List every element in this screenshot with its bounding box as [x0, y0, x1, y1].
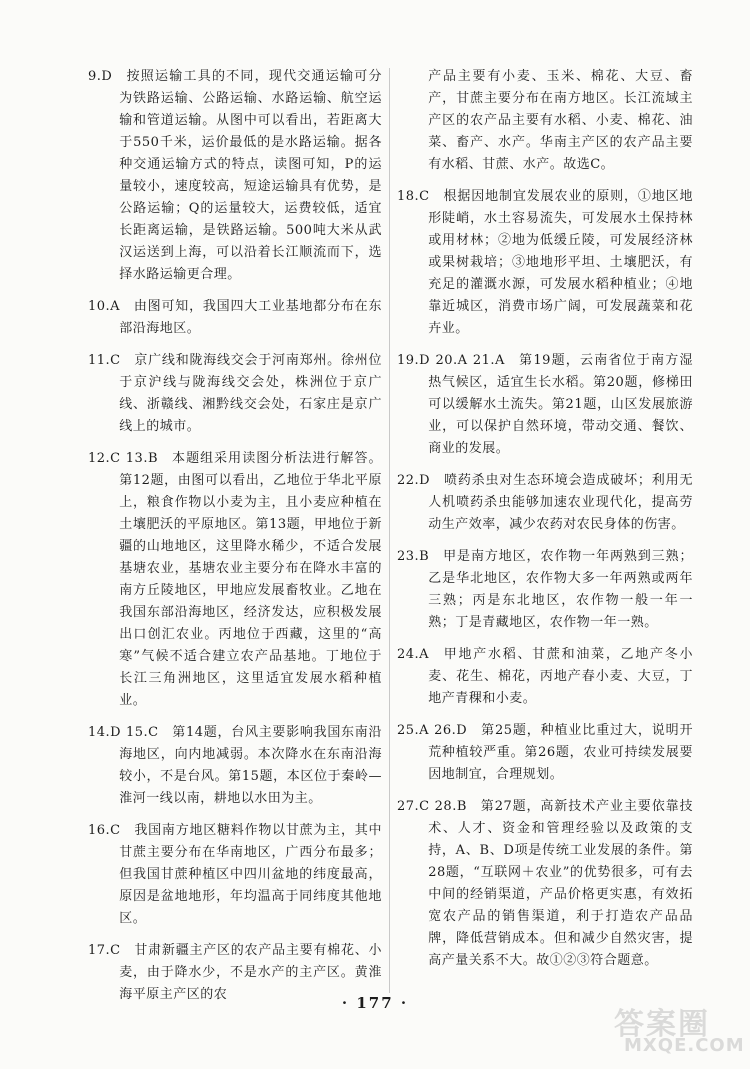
column-divider — [389, 68, 390, 993]
watermark — [614, 999, 745, 1059]
answer-item — [88, 350, 382, 438]
answer-explanation: 第19题，云南省位于南方湿热气候区，适宜生长水稻。第20题，修梯田可以缓解水土流失。第21题，山区发展旅游业，可以保护自然环境，带动交通、餐饮、商业的发展。 — [428, 353, 693, 456]
watermark-url: MXQE.COM — [624, 1035, 745, 1056]
answer-explanation: 本题组采用读图分析法进行解答。第12题，由图可以看出，乙地位于华北平原上，粮食作物以小麦为主，且小麦应种植在土壤肥沃的平原地区。第13题，甲地位于新疆的山地地区，这里降水稀少，不适合发展基塘农业，基塘农业主要分布在降水丰富的南方丘陵地区，甲地应发展畜牧业。乙地在我国东部沿海地区，经济发达，应积极发展出口创汇农业。丙地位于西藏，这里的“高寒”气候不适合建立农产品基地。丁地位于长江三角洲地区，这里适宜发展水稻种植业。 — [119, 451, 382, 708]
answer-explanation: 第25题，种植业比重过大，说明开荒种植较严重。第26题，农业可持续发展要因地制宜，合理规划。 — [428, 723, 694, 782]
left-column — [88, 66, 382, 1016]
answer-number: 17.C — [88, 943, 121, 958]
right-column — [397, 66, 693, 982]
answer-number: 18.C — [397, 189, 430, 204]
answer-number: 23.B — [397, 549, 430, 564]
answer-item — [88, 448, 382, 712]
answer-item — [88, 296, 382, 340]
answer-number: 24.A — [397, 647, 430, 662]
answer-number: 16.C — [88, 823, 121, 838]
answer-explanation: 产品主要有小麦、玉米、棉花、大豆、畜产，甘蔗主要分布在南方地区。长江流域主产区的农产品主要有水稻、小麦、棉花、油菜、畜产、水产。华南主产区的农产品主要有水稻、甘蔗、水产。故选C。 — [428, 69, 693, 172]
answer-item — [88, 820, 382, 930]
answer-item — [88, 66, 382, 286]
answer-item — [397, 644, 693, 710]
answer-explanation: 第27题，高新技术产业主要依靠技术、人才、资金和管理经验以及政策的支持，A、B、D项是传统工业发展的条件。第28题，“互联网＋农业”的优势很多，可有去中间的经销渠道，产品价格更实惠，有效拓宽农产品的销售渠道，利于打造农产品品牌，降低营销成本。但和减少自然灾害，提高产量关系不大。故①②③符合题意。 — [428, 799, 693, 968]
answer-item — [397, 796, 693, 972]
answer-item — [397, 350, 693, 460]
answer-number: 27.C 28.B — [397, 799, 467, 814]
answer-explanation: 按照运输工具的不同，现代交通运输可分为铁路运输、公路运输、水路运输、航空运输和管道运输。从图中可以看出，若距离大于550千米，运价最低的是水路运输。据各种交通运输方式的特点，读图可知，P的运量较小，速度较高，短途运输具有优势，是公路运输；Q的运量较大，运费较低，适宜长距离运输，是铁路运输。500吨大米从武汉运送到上海，可以沿着长江顺流而下，选择水路运输更合理。 — [119, 69, 382, 282]
answer-explanation: 京广线和陇海线交会于河南郑州。徐州位于京沪线与陇海线交会处，株洲位于京广线、浙赣线、湘黔线交会处，石家庄是京广线上的城市。 — [119, 353, 382, 434]
answer-number: 10.A — [88, 299, 121, 314]
answer-number: 22.D — [397, 473, 431, 488]
answer-explanation: 根据因地制宜发展农业的原则，①地区地形陡峭，水土容易流失，可发展水土保持林或用材林；②地为低缓丘陵，可发展经济林或果树栽培；③地地形平坦、土壤肥沃，有充足的灌溉水源，可发展水稻种植业；④地靠近城区，消费市场广阔，可发展蔬菜和花卉业。 — [428, 189, 693, 336]
answer-item — [397, 66, 693, 176]
answer-explanation: 甲是南方地区，农作物一年两熟到三熟；乙是华北地区，农作物大多一年两熟或两年三熟；丙是东北地区，农作物一般一年一熟；丁是青藏地区，农作物一年一熟。 — [428, 549, 693, 630]
answer-number: 9.D — [88, 69, 113, 84]
answer-item — [397, 546, 693, 634]
answer-number: 25.A 26.D — [397, 723, 468, 738]
answer-number: 12.C 13.B — [88, 451, 159, 466]
answer-number: 19.D 20.A 21.A — [397, 353, 505, 368]
page-number: · 177 · — [341, 994, 409, 1012]
answer-item — [397, 186, 693, 340]
answer-item — [88, 722, 382, 810]
watermark-logo-icon: 答案圈 — [614, 1007, 710, 1042]
answer-explanation: 我国南方地区糖料作物以甘蔗为主，其中甘蔗主要分布在华南地区，广西分布最多；但我国甘蔗种植区中四川盆地的纬度最高，原因是盆地地形，年均温高于同纬度其他地区。 — [119, 823, 382, 926]
answer-number: 14.D 15.C — [88, 725, 159, 740]
answer-explanation: 由图可知，我国四大工业基地都分布在东部沿海地区。 — [119, 299, 382, 336]
answer-explanation: 甲地产水稻、甘蔗和油菜，乙地产冬小麦、花生、棉花，丙地产春小麦、大豆，丁地产青稞和小麦。 — [428, 647, 693, 706]
answer-explanation: 甘肃新疆主产区的农产品主要有棉花、小麦，由于降水少，不是水产的主产区。黄淮海平原主产区的农 — [119, 943, 382, 1002]
answer-explanation: 第14题，台风主要影响我国东南沿海地区，向内地减弱。本次降水在东南沿海较小，不是台风。第15题，本区位于秦岭—淮河一线以南，耕地以水田为主。 — [119, 725, 382, 806]
answer-item — [397, 720, 693, 786]
answer-item — [397, 470, 693, 536]
answer-number: 11.C — [88, 353, 121, 368]
answer-explanation: 喷药杀虫对生态环境会造成破坏；利用无人机喷药杀虫能够加速农业现代化，提高劳动生产效率，减少农药对农民身体的伤害。 — [428, 473, 693, 532]
